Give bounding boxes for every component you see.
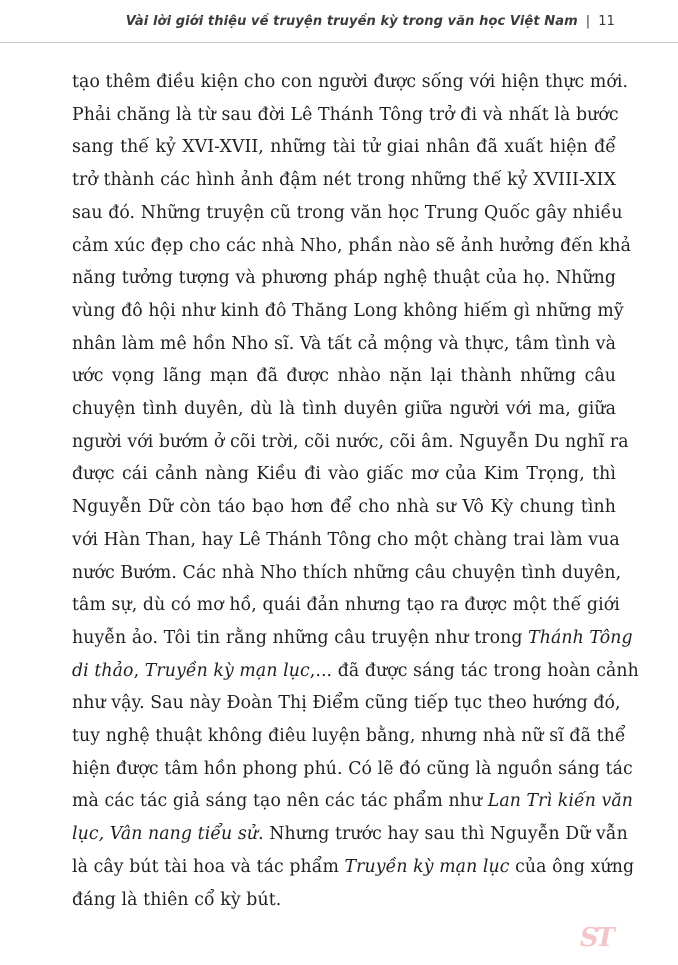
book-title-italic: Thánh Tông [528,627,633,648]
text-line [72,818,628,851]
text-line [72,622,633,655]
text-line: Phải chăng là từ sau đời Lê Thánh Tông trở đi và nhất là bước [72,104,619,125]
chapter-title: Vài lời giới thiệu về truyện truyền kỳ trong văn học Việt Nam [125,14,578,29]
page-number: 11 [598,14,615,29]
text-line: tâm sự, dù có mơ hồ, quái đản nhưng tạo ra được một thế giới [72,595,620,616]
text-line: Nguyễn Dữ còn táo bạo hơn để cho nhà sư Vô Kỳ chung tình [72,497,616,518]
body-paragraph [72,66,639,916]
text-line: nước Bướm. Các nhà Nho thích những câu chuyện tình duyên, [72,562,622,583]
publisher-logo-watermark: ST [579,923,612,953]
text-line: đáng là thiên cổ kỳ bút. [72,889,282,910]
text-line: với Hàn Than, hay Lê Thánh Tông cho một chàng trai làm vua [72,529,620,550]
text-line: vùng đô hội như kinh đô Thăng Long không hiếm gì những mỹ [72,300,624,321]
text-run: của ông xứng [509,856,635,877]
text-line: được cái cảnh nàng Kiều đi vào giấc mơ của Kim Trọng, thì [72,464,616,485]
text-run: mà các tác giả sáng tạo nên các tác phẩm như [72,791,488,812]
text-line: cảm xúc đẹp cho các nhà Nho, phần nào sẽ ảnh hưởng đến khả [72,235,632,256]
text-line: như vậy. Sau này Đoàn Thị Điểm cũng tiếp tục theo hướng đó, [72,693,621,714]
text-line: tạo thêm điều kiện cho con người được sống với hiện thực mới. [72,72,629,92]
text-run: huyễn ảo. Tôi tin rằng những câu truyện như trong [72,627,529,648]
text-line: sau đó. Những truyện cũ trong văn học Trung Quốc gây nhiều [72,202,623,223]
book-title-italic: Truyền kỳ mạn lục [144,660,310,681]
book-title-italic: lục, Vân nang tiểu sử [72,824,259,845]
text-line: năng tưởng tượng và phương pháp nghệ thuật của họ. Những [72,268,616,289]
text-run: ,... đã được sáng tác trong hoàn cảnh [309,660,639,681]
text-run: là cây bút tài hoa và tác phẩm [72,856,345,877]
text-run: . Nhưng trước hay sau thì Nguyễn Dữ vẫn [258,824,628,845]
text-line [72,655,639,688]
header-separator: | [585,14,591,29]
header-divider [0,42,678,43]
text-line: hiện được tâm hồn phong phú. Có lẽ đó cũng là nguồn sáng tác [72,758,633,779]
text-line: nhân làm mê hồn Nho sĩ. Và tất cả mộng và thực, tâm tình và [72,333,616,354]
text-line: trở thành các hình ảnh đậm nét trong những thế kỷ XVIII-XIX [72,170,617,191]
text-line: người với bướm ở cõi trời, cõi nước, cõi âm. Nguyễn Du nghĩ ra [72,431,629,452]
book-title-italic: di thảo [72,660,134,681]
text-line: chuyện tình duyên, dù là tình duyên giữa người với ma, giữa [72,399,616,420]
text-line [72,785,634,818]
book-title-italic: Lan Trì kiến văn [487,791,634,812]
text-line: sang thế kỷ XVI-XVII, những tài tử giai nhân đã xuất hiện để [72,137,616,158]
text-line: ước vọng lãng mạn đã được nhào nặn lại thành những câu [72,366,616,387]
text-line [72,851,635,884]
text-line: tuy nghệ thuật không điêu luyện bằng, nhưng nhà nữ sĩ đã thể [72,726,626,747]
book-title-italic: Truyền kỳ mạn lục [344,856,510,877]
text-run: , [133,660,145,681]
running-header [126,14,615,29]
